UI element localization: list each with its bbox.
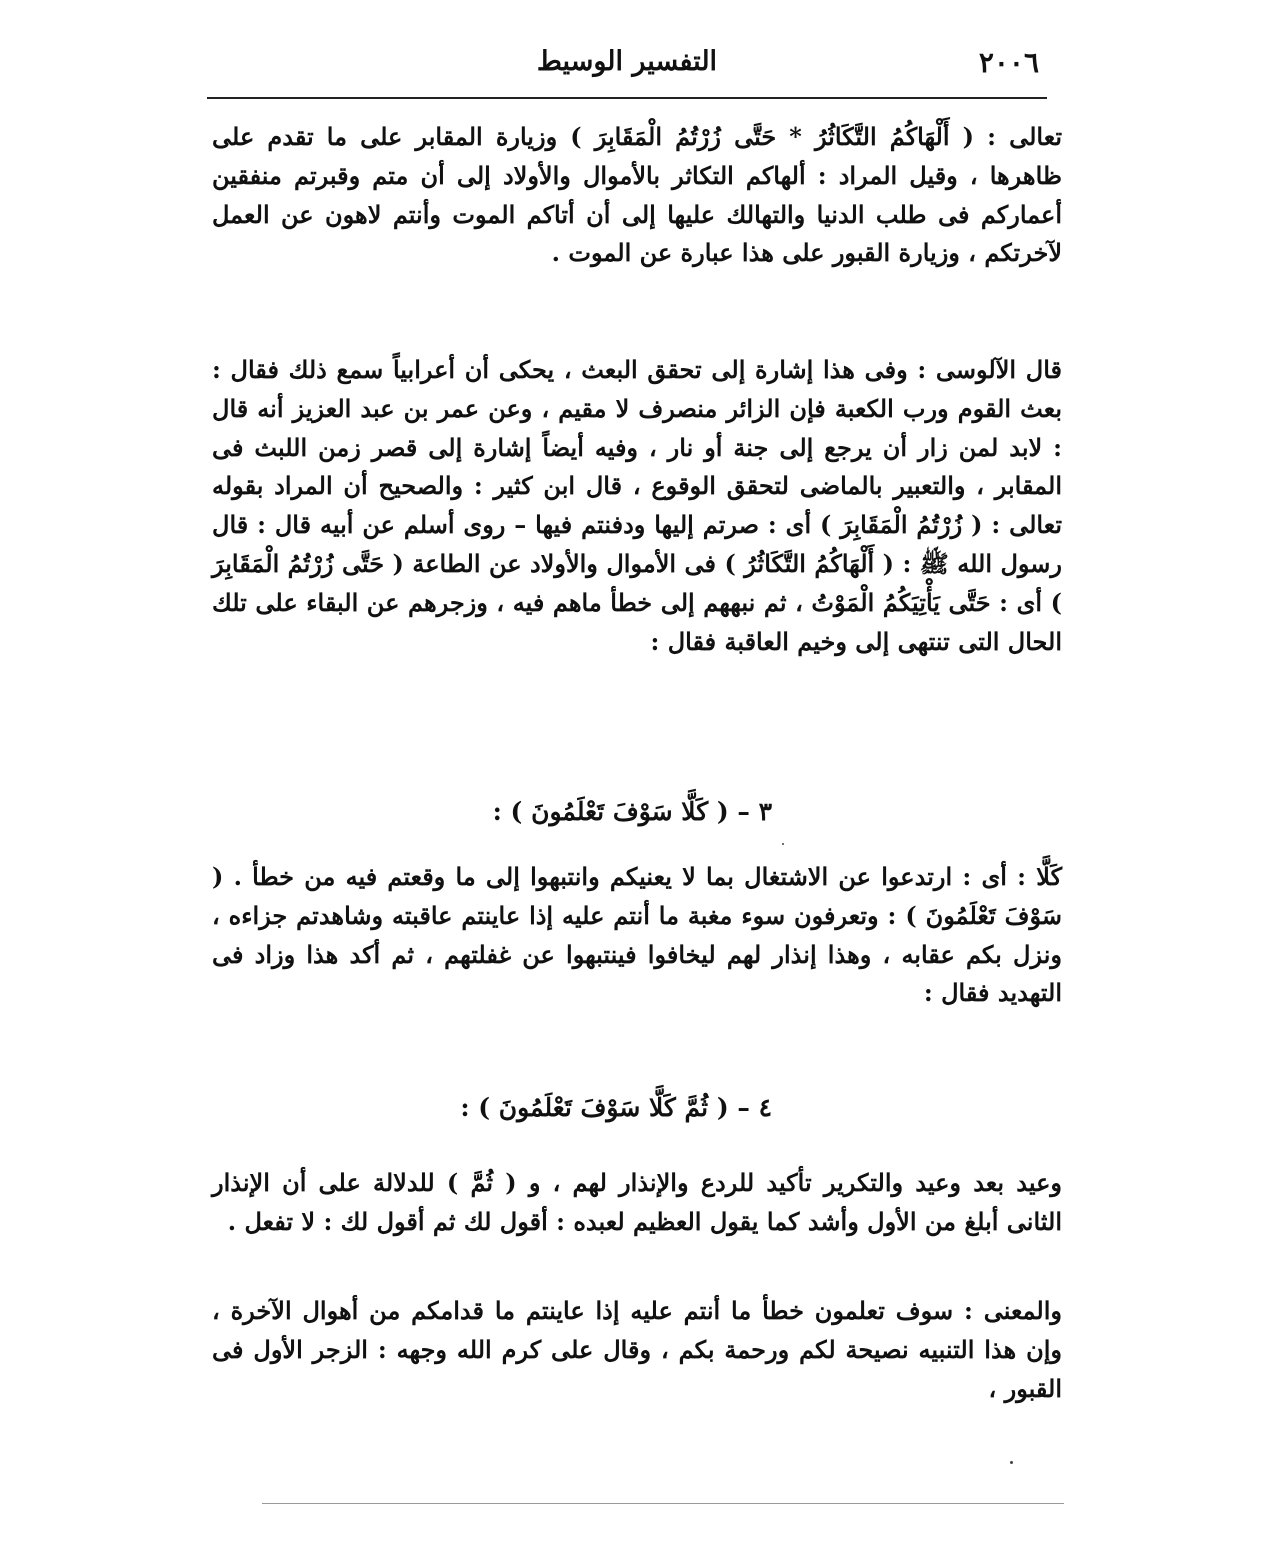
page-number: ٢٠٠٦ — [978, 46, 1039, 79]
bottom-divider — [262, 1503, 1064, 1504]
paragraph-4 — [212, 1164, 1062, 1242]
header-divider — [207, 97, 1047, 99]
scan-speck — [782, 843, 784, 845]
page-header — [207, 46, 1047, 94]
paragraph-1-text: تعالى : ( أَلْهَاكُمُ التَّكَاثُرُ * حَتَّى زُرْتُمُ الْمَقَابِرَ ) وزيارة المقابر على ما تقدم على ظاهرها ، وقيل المراد : ألهاكم التكاثر بالأموال والأولاد إلى أن متم وقبرتم منفقين أعماركم فى طلب الدنيا والتهالك عليها إلى أن أتاكم الموت وأنتم لاهون عن العمل لآخرتكم ، وزيارة القبور على هذا عبارة عن الموت . — [212, 122, 1062, 268]
paragraph-5-text: والمعنى : سوف تعلمون خطأ ما أنتم عليه إذا عاينتم ما قدامكم من أهوال الآخرة ، وإن هذا التنبيه نصيحة لكم ورحمة بكم ، وقال على كرم الله وجهه : الزجر الأول فى القبور ، — [212, 1296, 1062, 1403]
paragraph-5 — [212, 1292, 1062, 1408]
paragraph-3-text: كَلَّا : أى : ارتدعوا عن الاشتغال بما لا يعنيكم وانتبهوا إلى ما وقعتم فيه من خطأ . ( سَوْفَ تَعْلَمُونَ ) : وتعرفون سوء مغبة ما أنتم عليه إذا عاينتم عاقبته وشاهدتم جزاءه ، ونزل بكم عقابه ، وهذا إنذار لهم ليخافوا فينتبهوا عن غفلتهم ، ثم أكد هذا وزاد فى التهديد فقال : — [212, 862, 1062, 1008]
paragraph-2-text: قال الآلوسى : وفى هذا إشارة إلى تحقق البعث ، يحكى أن أعرابياً سمع ذلك فقال : بعث القوم ورب الكعبة فإن الزائر منصرف لا مقيم ، وعن عمر بن عبد العزيز أنه قال : لابد لمن زار أن يرجع إلى جنة أو نار ، وفيه أيضاً إشارة إلى قصر زمن اللبث فى المقابر ، والتعبير بالماضى لتحقق الوقوع ، قال ابن كثير : والصحيح أن المراد بقوله تعالى : ( زُرْتُمُ الْمَقَابِرَ ) أى : صرتم إليها ودفنتم فيها – روى أسلم عن أبيه قال : قال رسول الله ﷺ : ( أَلْهَاكُمُ التَّكَاثُرُ ) فى الأموال والأولاد عن الطاعة ( حَتَّى زُرْتُمُ الْمَقَابِرَ ) أى : حَتَّى يَأْتِيَكُمُ الْمَوْتُ ، ثم نبههم إلى خطأ ماهم فيه ، وزجرهم عن البقاء على تلك الحال التى تنتهى إلى وخيم العاقبة فقال : — [212, 355, 1063, 656]
paragraph-2 — [212, 351, 1062, 661]
paragraph-1 — [212, 118, 1062, 273]
paragraph-4-text: وعيد بعد وعيد والتكرير تأكيد للردع والإنذار لهم ، و ( ثُمَّ ) للدلالة على أن الإنذار الثانى أبلغ من الأول وأشد كما يقول العظيم لعبده : أقول لك ثم أقول لك : لا تفعل . — [212, 1168, 1062, 1236]
verse-heading-3: ٣ – ( كَلَّا سَوْفَ تَعْلَمُونَ ) : — [492, 797, 772, 826]
running-title: التفسير الوسيط — [536, 46, 718, 77]
paragraph-3 — [212, 858, 1062, 1013]
verse-heading-4: ٤ – ( ثُمَّ كَلَّا سَوْفَ تَعْلَمُونَ ) : — [460, 1093, 772, 1122]
scan-speck — [1010, 1461, 1013, 1464]
